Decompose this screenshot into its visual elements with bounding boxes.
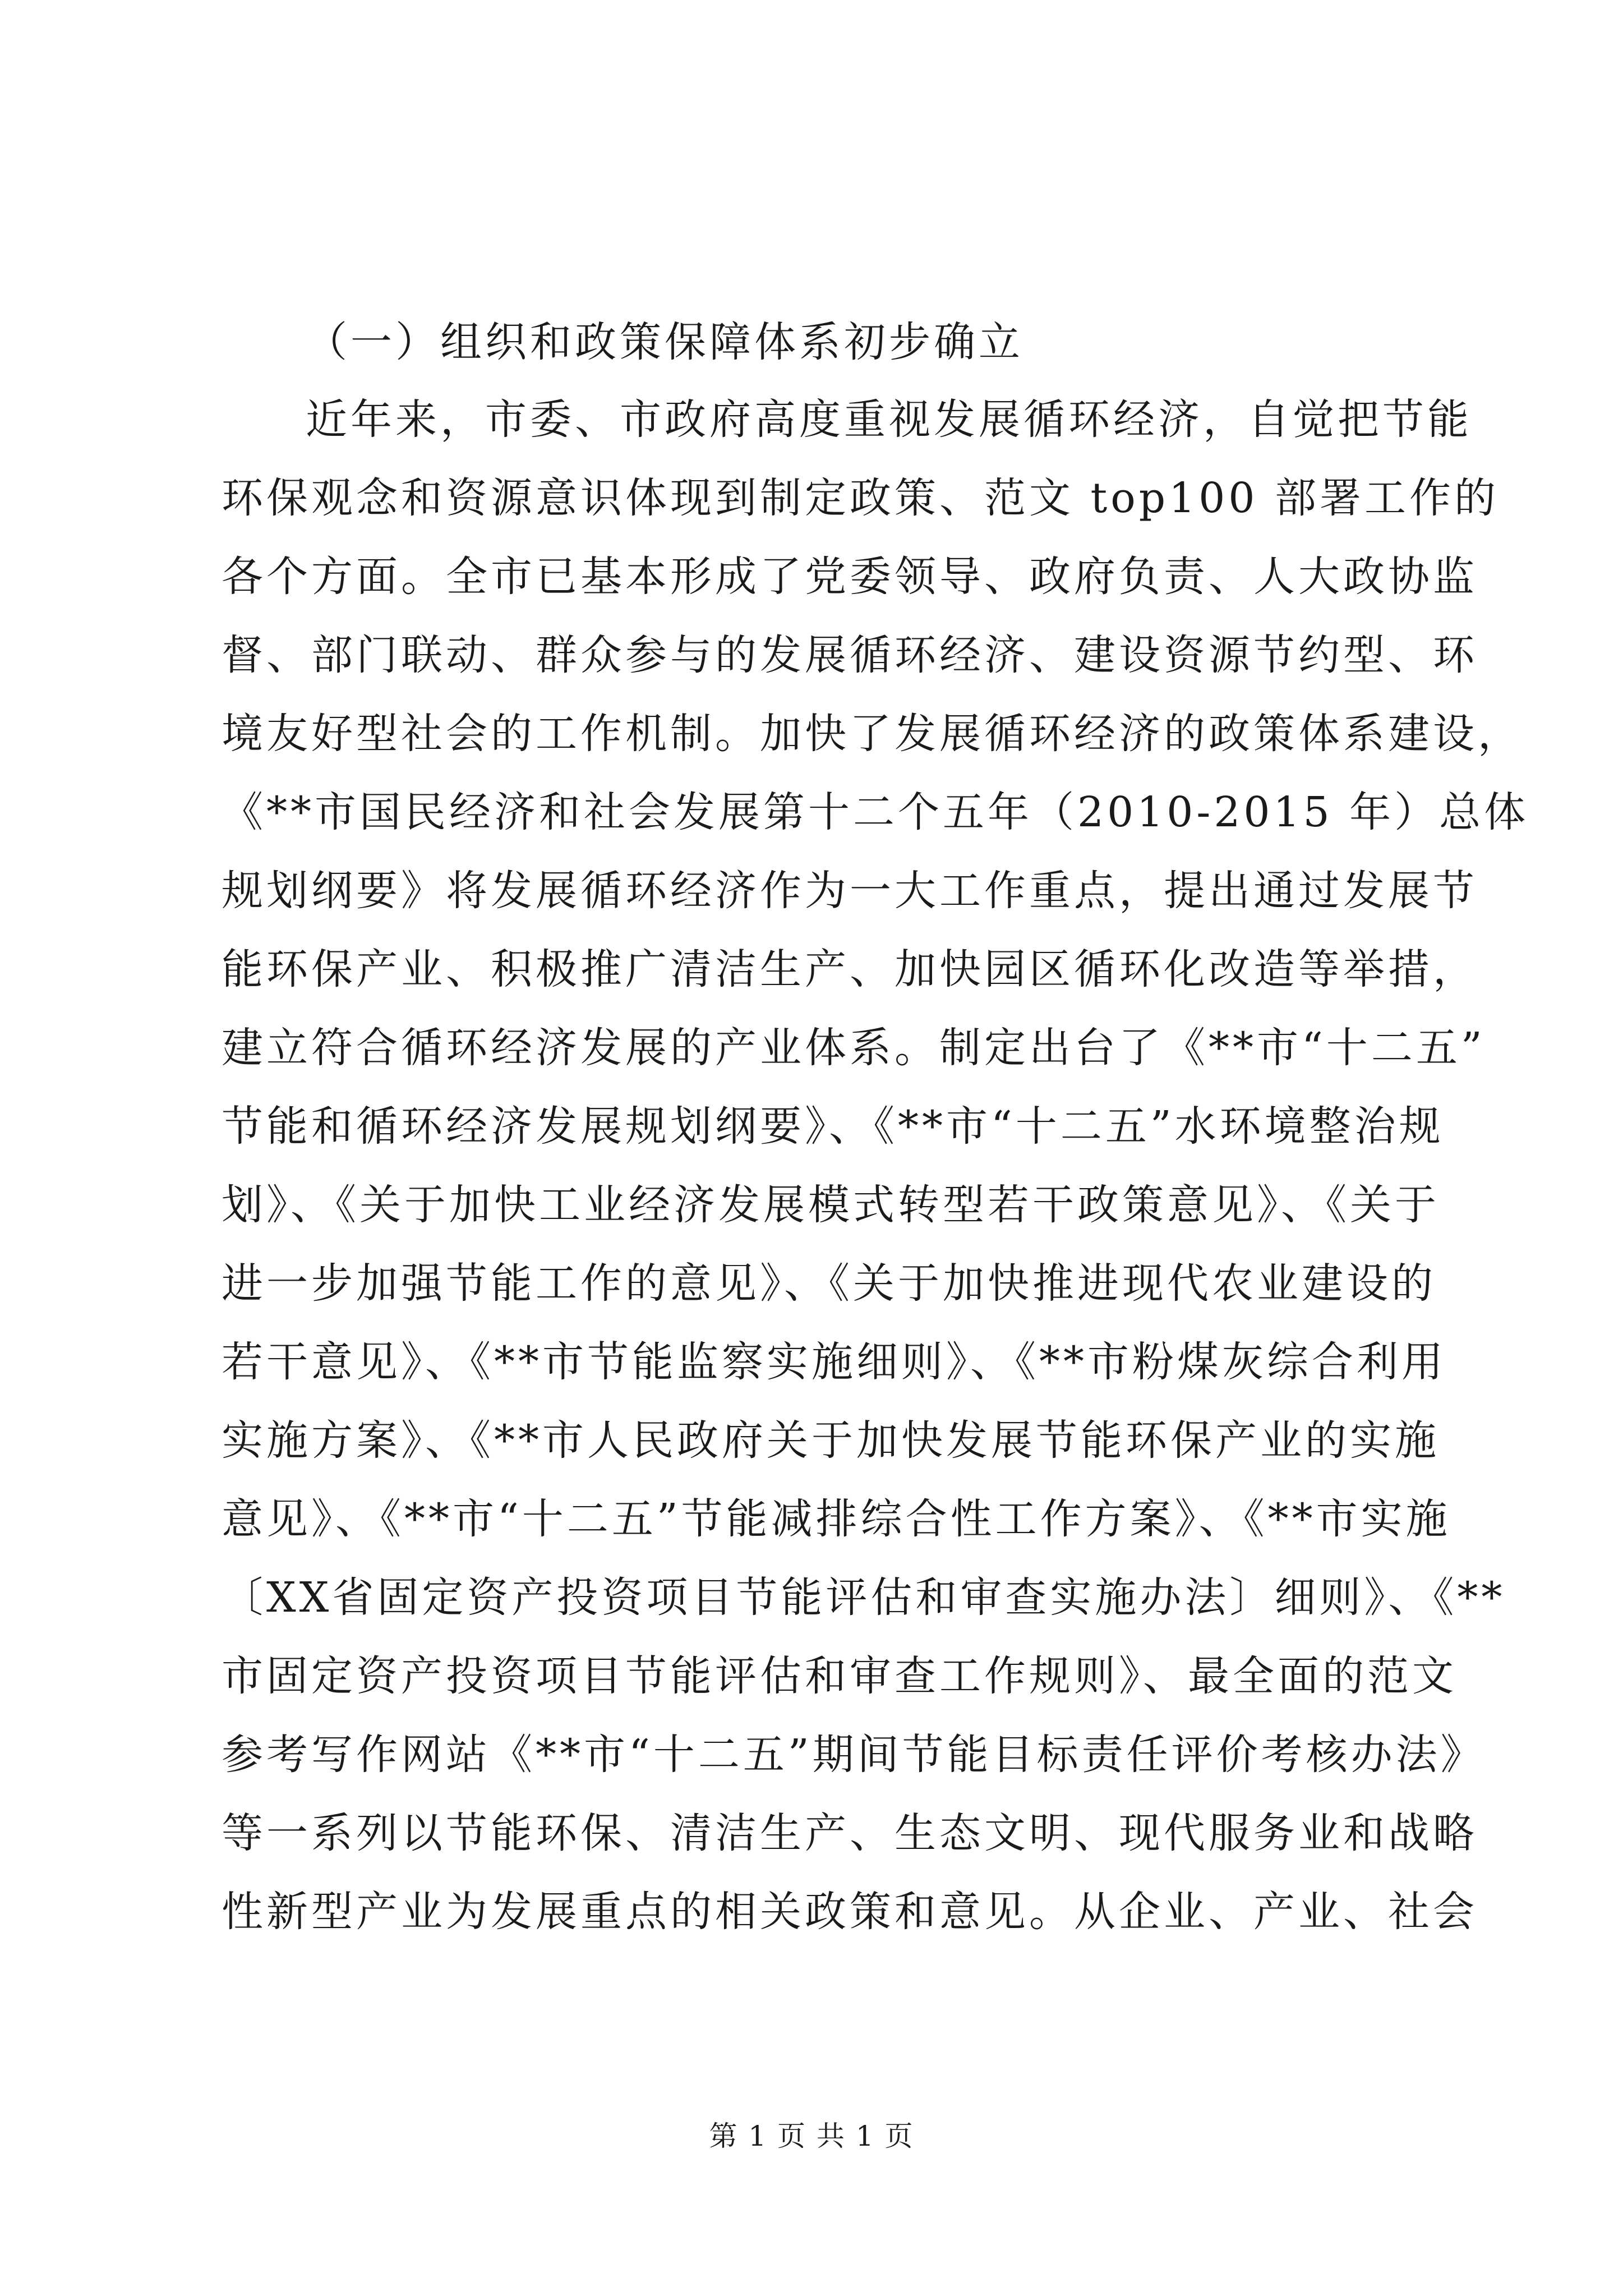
body-line-1: 近年来，市委、市政府高度重视发展循环经济，自觉把节能 xyxy=(306,395,1472,444)
body-line-8: 能环保产业、积极推广清洁生产、加快园区循环化改造等举措， xyxy=(222,945,1478,993)
body-line-17: 市固定资产投资项目节能评估和审查工作规则》、最全面的范文 xyxy=(222,1652,1457,1700)
body-line-14: 实施方案》、《**市人民政府关于加快发展节能环保产业的实施 xyxy=(222,1416,1440,1465)
body-line-2: 环保观念和资源意识体现到制定政策、范文 top100 部署工作的 xyxy=(222,474,1499,522)
body-line-18: 参考写作网站《**市“十二五”期间节能目标责任评价考核办法》 xyxy=(222,1731,1486,1779)
body-line-20: 性新型产业为发展重点的相关政策和意见。从企业、产业、社会 xyxy=(222,1888,1478,1936)
body-line-16: 〔XX省固定资产投资项目节能评估和审查实施办法〕细则》、《** xyxy=(222,1573,1506,1622)
body-line-12: 进一步加强节能工作的意见》、《关于加快推进现代农业建设的 xyxy=(222,1259,1436,1308)
body-line-15: 意见》、《**市“十二五”节能减排综合性工作方案》、《**市实施 xyxy=(222,1495,1451,1543)
body-line-11: 划》、《关于加快工业经济发展模式转型若干政策意见》、《关于 xyxy=(222,1181,1440,1229)
body-line-4: 督、部门联动、群众参与的发展循环经济、建设资源节约型、环 xyxy=(222,631,1478,679)
body-line-6: 《**市国民经济和社会发展第十二个五年（2010-2015 年）总体 xyxy=(222,788,1529,836)
body-line-3: 各个方面。全市已基本形成了党委领导、政府负责、人大政协监 xyxy=(222,553,1478,601)
body-line-7: 规划纲要》将发展循环经济作为一大工作重点，提出通过发展节 xyxy=(222,867,1478,915)
section-heading: （一）组织和政策保障体系初步确立 xyxy=(306,318,1023,366)
body-line-13: 若干意见》、《**市节能监察实施细则》、《**市粉煤灰综合利用 xyxy=(222,1338,1446,1386)
body-line-9: 建立符合循环经济发展的产业体系。制定出台了《**市“十二五” xyxy=(222,1024,1486,1072)
body-line-19: 等一系列以节能环保、清洁生产、生态文明、现代服务业和战略 xyxy=(222,1809,1478,1857)
page-number-footer: 第 1 页 共 1 页 xyxy=(709,2120,914,2152)
body-line-10: 节能和循环经济发展规划纲要》、《**市“十二五”水环境整治规 xyxy=(222,1102,1444,1151)
body-line-5: 境友好型社会的工作机制。加快了发展循环经济的政策体系建设， xyxy=(222,710,1523,758)
